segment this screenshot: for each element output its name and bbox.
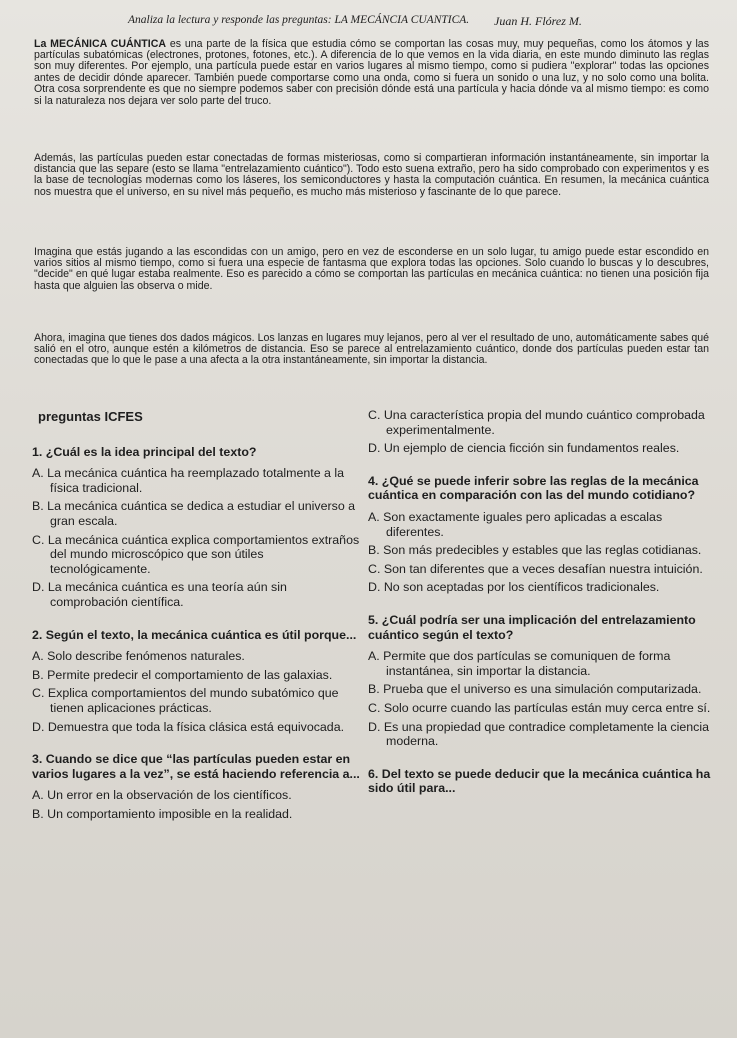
questions-left-column	[32, 410, 362, 825]
option-text: Permite que dos partículas se comuniquen de forma instantánea, sin importar la distancia.	[383, 649, 671, 678]
paragraph-4	[34, 333, 709, 367]
option-d[interactable]	[32, 720, 362, 735]
option-a[interactable]	[368, 510, 718, 539]
option-c[interactable]	[32, 686, 362, 715]
option-letter: B.	[32, 667, 44, 682]
option-letter: B.	[368, 682, 380, 697]
question-2	[32, 628, 362, 735]
option-letter: A.	[368, 649, 380, 664]
section-title: preguntas ICFES	[38, 409, 143, 424]
author-name: Juan H. Flórez M.	[494, 14, 582, 28]
option-text: Solo ocurre cuando las partículas están muy cerca entre sí.	[383, 700, 711, 715]
option-text: Son exactamente iguales pero aplicadas a escalas diferentes.	[383, 509, 663, 539]
option-c[interactable]	[32, 533, 362, 577]
option-letter: A.	[32, 466, 44, 481]
question-text: 2. Según el texto, la mecánica cuántica es útil porque...	[32, 627, 357, 642]
question-text: 1. ¿Cuál es la idea principal del texto?	[32, 444, 257, 459]
option-letter: C.	[368, 408, 381, 422]
option-letter: A.	[368, 509, 380, 524]
option-letter: C.	[32, 686, 45, 701]
question-text: 5. ¿Cuál podría ser una implicación del entrelazamiento cuántico según el texto?	[368, 612, 696, 642]
option-letter: C.	[32, 532, 45, 547]
paragraph-3	[34, 247, 709, 293]
option-text: Permite predecir el comportamiento de las galaxias.	[47, 667, 333, 682]
option-text: No son aceptadas por los científicos tradicionales.	[383, 580, 660, 595]
option-text: La mecánica cuántica es una teoría aún sin comprobación científica.	[47, 580, 287, 609]
option-letter: A.	[32, 788, 44, 803]
option-text: Es una propiedad que contradice completamente la ciencia moderna.	[383, 719, 709, 749]
question-3-continued	[368, 408, 718, 456]
paragraph-lead: La MECÁNICA CUÁNTICA	[34, 37, 167, 50]
paragraph-text: Ahora, imagina que tienes dos dados mágicos. Los lanzas en lugares muy lejanos, pero al ver el resultado de uno, automáticamente sabes qué salió en el otro, aunque estén a kilómetros de distancia. Eso se parece al entrelazamiento cuántico, donde dos partículas pueden estar tan conectadas que lo que le pase a una afecta a la otra instantáneamente, sin importar la distancia.	[34, 331, 709, 367]
option-a[interactable]	[368, 649, 718, 678]
option-text: Son más predecibles y estables que las reglas cotidianas.	[383, 543, 702, 558]
option-text: Un comportamiento imposible en la realidad.	[47, 806, 293, 821]
questions-right-column	[368, 408, 718, 803]
option-b[interactable]	[32, 499, 362, 528]
question-text: 3. Cuando se dice que “las partículas pueden estar en varios lugares a la vez”, se está haciendo referencia a...	[32, 752, 360, 781]
option-letter: B.	[32, 499, 44, 514]
question-4	[368, 474, 718, 595]
option-d[interactable]	[368, 441, 718, 456]
question-text: 4. ¿Qué se puede inferir sobre las reglas de la mecánica cuántica en comparación con las del mundo cotidiano?	[368, 473, 699, 503]
paragraph-1	[34, 39, 709, 107]
option-c[interactable]	[368, 701, 718, 716]
option-text: Solo describe fenómenos naturales.	[47, 649, 245, 664]
option-text: Prueba que el universo es una simulación computarizada.	[383, 682, 702, 697]
option-text: Demuestra que toda la física clásica está equivocada.	[47, 719, 345, 734]
question-5	[368, 613, 718, 749]
option-b[interactable]	[32, 807, 362, 822]
option-text: La mecánica cuántica ha reemplazado totalmente a la física tradicional.	[47, 466, 345, 495]
paragraph-2	[34, 153, 709, 199]
question-6	[368, 767, 718, 796]
option-a[interactable]	[32, 788, 362, 803]
option-text: Una característica propia del mundo cuántico comprobada experimentalmente.	[383, 408, 705, 437]
option-letter: D.	[368, 719, 381, 734]
option-text: Un ejemplo de ciencia ficción sin fundamentos reales.	[383, 441, 680, 456]
option-text: Un error en la observación de los científicos.	[47, 788, 292, 803]
paragraph-text: Además, las partículas pueden estar conectadas de formas misteriosas, como si compartieran información instantáneamente, sin importar la distancia que las separe (esto se llama "entrelazamiento cuántico"). Todo esto suena extraño, pero ha sido comprobado con experimentos y es la base de tecnologías modernas como los láseres, los semiconductores y hasta la computación cuántica. En resumen, la mecánica cuántica nos muestra que el universo, en su nivel más pequeño, es mucho más misterioso y fascinante de lo que parece.	[34, 151, 709, 198]
option-text: La mecánica cuántica se dedica a estudiar el universo a gran escala.	[47, 499, 356, 528]
option-b[interactable]	[368, 543, 718, 558]
option-letter: D.	[368, 580, 381, 595]
option-letter: D.	[32, 719, 45, 734]
option-d[interactable]	[368, 720, 718, 749]
question-text: 6. Del texto se puede deducir que la mecánica cuántica ha sido útil para...	[368, 766, 711, 796]
option-letter: B.	[368, 543, 380, 558]
option-d[interactable]	[368, 580, 718, 595]
question-1	[32, 445, 362, 610]
option-letter: A.	[32, 649, 44, 664]
option-a[interactable]	[32, 649, 362, 664]
option-a[interactable]	[32, 466, 362, 495]
option-c[interactable]	[368, 562, 718, 577]
option-c[interactable]	[368, 408, 718, 437]
question-3	[32, 752, 362, 821]
option-text: La mecánica cuántica explica comportamientos extraños del mundo microscópico que son útiles tecnológicamente.	[47, 532, 360, 576]
option-text: Son tan diferentes que a veces desafían nuestra intuición.	[383, 561, 703, 576]
option-letter: C.	[368, 700, 381, 715]
option-letter: D.	[368, 441, 381, 456]
option-letter: B.	[32, 806, 44, 821]
paragraph-text: es una parte de la física que estudia cómo se comportan las cosas muy, muy pequeñas, como los átomos y las partículas subatómicas (electrones, protones, fotones, etc.). A diferencia de lo que vemos en la vida diaria, en este mundo diminuto las reglas son muy diferentes. Por ejemplo, una partícula puede estar en varios lugares al mismo tiempo, como si pudiera "explorar" todas las opciones antes de decidir dónde aparecer. También puede comportarse como una onda, como si fuera un sonido o una luz, y no solo como una bolita. Otra cosa sorprendente es que no siempre podemos saber con precisión dónde está una partícula y hacia dónde va al mismo tiempo: es como si la naturaleza nos dejara ver solo parte del truco.	[34, 37, 709, 107]
option-letter: C.	[368, 561, 381, 576]
instruction-line: Analiza la lectura y responde las preguntas: LA MECÁNCIA CUANTICA.	[128, 14, 470, 26]
paragraph-text: Imagina que estás jugando a las escondidas con un amigo, pero en vez de esconderse en un solo lugar, tu amigo puede estar escondido en varios sitios al mismo tiempo, como si fuera una especie de fantasma que explora todas las opciones. Solo cuando lo buscas y lo descubres, "decide" en qué lugar estaba realmente. Eso es parecido a cómo se comportan las partículas en mecánica cuántica: no tienen una posición fija hasta que alguien las observa o mide.	[34, 245, 709, 292]
option-letter: D.	[32, 580, 45, 595]
option-b[interactable]	[32, 668, 362, 683]
option-b[interactable]	[368, 682, 718, 697]
option-text: Explica comportamientos del mundo subatómico que tienen aplicaciones prácticas.	[47, 686, 339, 715]
option-d[interactable]	[32, 580, 362, 609]
